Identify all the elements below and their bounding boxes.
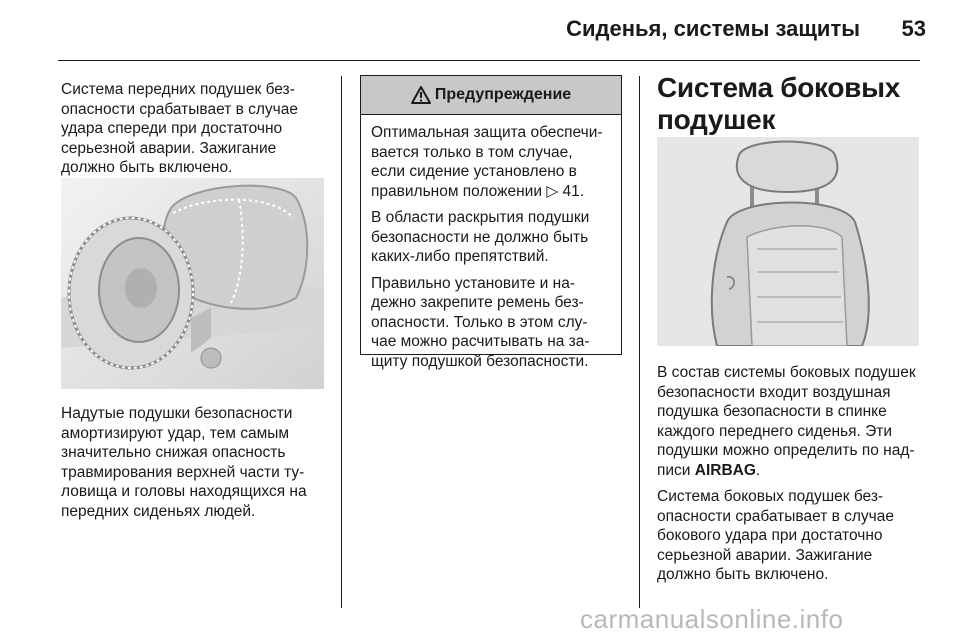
- front-airbag-illustration: [61, 178, 324, 389]
- watermark: carmanualsonline.info: [580, 604, 844, 634]
- warning-paragraph-1: Оптимальная защита обеспечи- вается только в том случае, если сидение установлено в правильном положении ▷ 41.: [371, 124, 603, 200]
- page-ref-link[interactable]: 41: [562, 182, 580, 200]
- section-title: Сиденья, системы защиты: [566, 16, 860, 41]
- warning-p1-text: Оптимальная защита обеспечи- вается только в том случае, если сидение установлено в правильном положении: [371, 124, 603, 200]
- warning-title: Предупреждение: [434, 86, 572, 103]
- side-airbag-p1-text: В состав системы боковых подушек безопасности входит воздушная подушка безопасности в спинке каждого переднего сиденья. Эти подушки можно определить по над- писи: [657, 364, 916, 479]
- page-number: 53: [901, 16, 926, 41]
- side-airbag-paragraph-1: В состав системы боковых подушек безопасности входит воздушная подушка безопасности в спинке каждого переднего сиденья. Эти подушки можно определить по над- писи AIRBAG.: [657, 364, 916, 479]
- side-airbag-seat-illustration: [657, 137, 919, 346]
- left-caption: [61, 404, 331, 521]
- column-divider-right: [639, 76, 640, 608]
- header-divider: [58, 60, 920, 61]
- warning-icon: [411, 86, 431, 104]
- left-intro: [61, 80, 331, 178]
- front-airbag-drawing: [61, 178, 324, 389]
- warning-paragraph-2: В области раскрытия подушки безопасности не должно быть каких-либо препятствий.: [371, 209, 590, 265]
- warning-header: [361, 76, 621, 115]
- side-airbag-paragraph-2: Система боковых подушек без- опасности срабатывает в случае бокового удара при достаточно серьезной аварии. Зажигание должно быть включено.: [657, 488, 895, 583]
- warning-body: [361, 115, 621, 371]
- warning-box: [360, 75, 622, 370]
- airbag-label: AIRBAG: [694, 461, 756, 479]
- column-divider-left: [341, 76, 342, 608]
- seat-drawing: [657, 137, 919, 346]
- intro-paragraph: Система передних подушек без- опасности срабатывает в случае удара спереди при достаточно серьезной аварии. Зажигание должно быть включено.: [61, 81, 299, 176]
- caption-paragraph: Надутые подушки безопасности амортизируют удар, тем самым значительно снижая опасность травмирования верхней части ту- ловища и головы находящихся на передних сиденьях людей.: [61, 405, 307, 520]
- section-heading: Система боковых подушек: [657, 72, 900, 135]
- warning-paragraph-3: Правильно установите и на- дежно закрепите ремень без- опасности. Только в этом слу- чае можно расчитывать на за- щиту подушкой безопасности.: [371, 274, 590, 370]
- page-ref-icon: ▷: [546, 182, 559, 200]
- right-text: [657, 363, 922, 585]
